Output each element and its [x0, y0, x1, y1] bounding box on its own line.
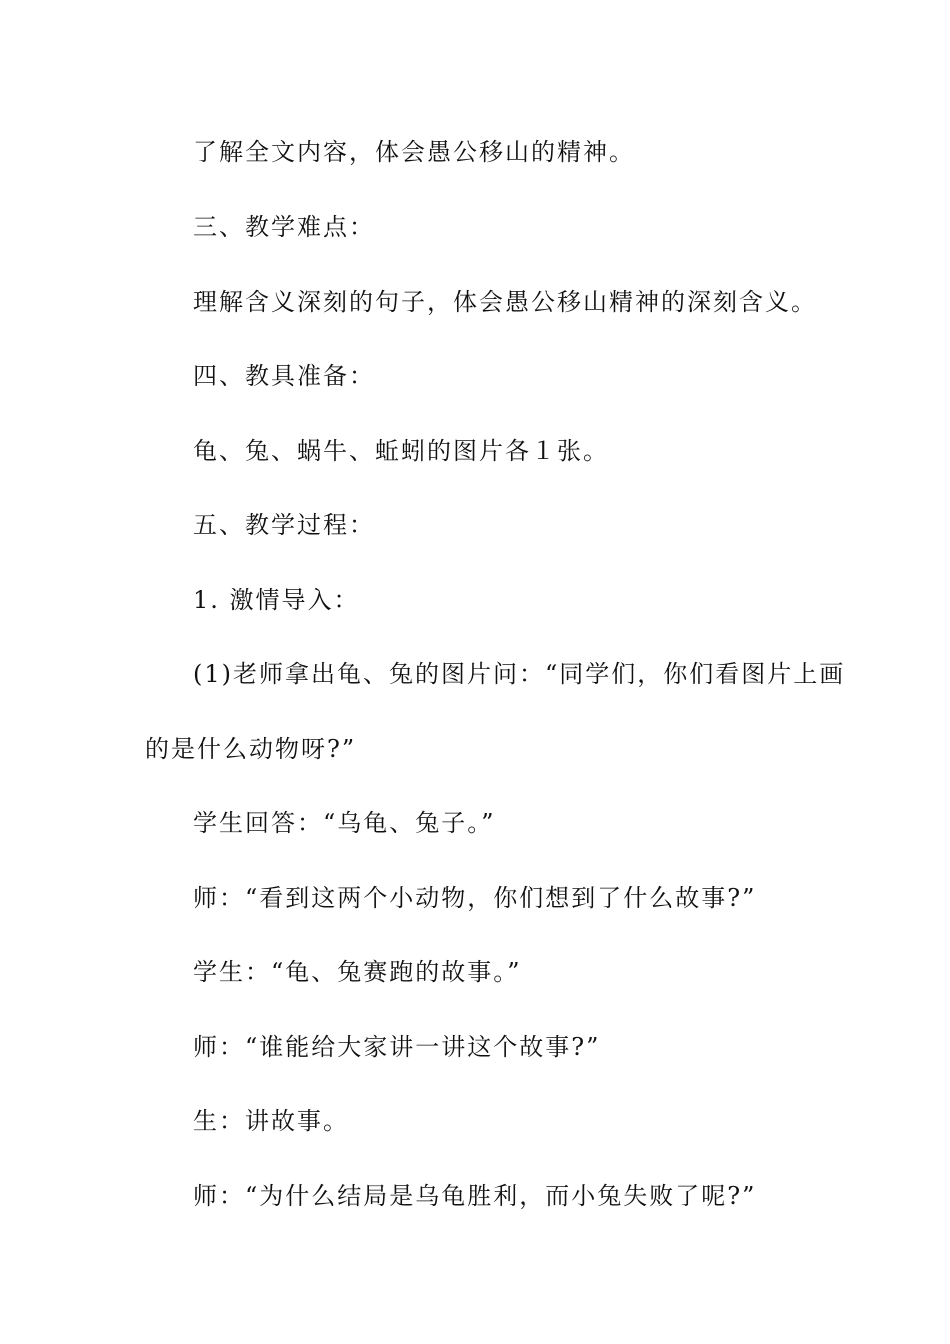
heading-teaching-aids: 四、教具准备： — [193, 362, 375, 390]
paragraph-difficulty: 理解含义深刻的句子，体会愚公移山精神的深刻含义。 — [193, 288, 817, 316]
dialogue-teacher-3: 师：“谁能给大家讲一讲这个故事?” — [193, 1033, 601, 1061]
subheading-introduction: 1. 激情导入： — [193, 586, 360, 614]
paragraph-teacher-question-continued: 的是什么动物呀?” — [145, 735, 357, 763]
paragraph-teacher-question: (1)老师拿出龟、兔的图片问：“同学们，你们看图片上画 — [193, 660, 846, 688]
dialogue-student-answer-1: 学生回答：“乌龟、兔子。” — [193, 809, 496, 837]
paragraph-key-point: 了解全文内容，体会愚公移山的精神。 — [193, 138, 635, 166]
dialogue-student-answer-2: 学生：“龟、兔赛跑的故事。” — [193, 958, 522, 986]
dialogue-teacher-2: 师：“看到这两个小动物，你们想到了什么故事?” — [193, 884, 757, 912]
heading-teaching-difficulty: 三、教学难点： — [193, 213, 375, 241]
heading-teaching-process: 五、教学过程： — [193, 511, 375, 539]
dialogue-teacher-4: 师：“为什么结局是乌龟胜利，而小兔失败了呢?” — [193, 1182, 757, 1210]
dialogue-student-story: 生：讲故事。 — [193, 1107, 349, 1135]
paragraph-teaching-aids: 龟、兔、蜗牛、蚯蚓的图片各１张。 — [193, 437, 609, 465]
